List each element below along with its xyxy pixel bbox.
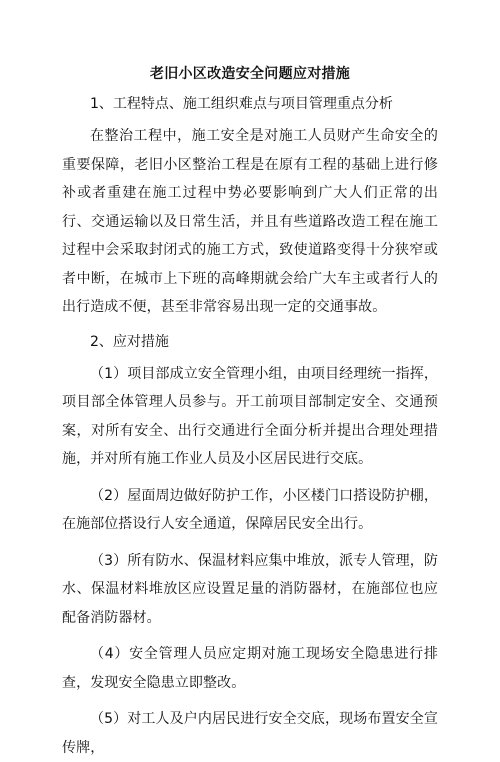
section-1-heading: 1、工程特点、施工组织难点与项目管理重点分析 (90, 96, 393, 112)
section-1-paragraph: 在整治工程中，施工安全是对施工人员财产生命安全的重要保障，老旧小区整治工程是在原有工程的基础上进行修补或者重建在施工过程中势必要影响到广大人们正常的出行、交通运输以及日常生活，并且有些道路改造工程在施工过程中会采取封闭式的施工方式，致使道路变得十分狭窄或者中断，在城市上下班的高峰期就会给广大车主或者行人的出行造成不便，甚至非常容易出现一定的交通事故。 (62, 128, 438, 315)
measure-3-paragraph: （3）所有防水、保温材料应集中堆放，派专人管理，防水、保温材料堆放区应设置足量的消防器材，在施部位也应配备消防器材。 (62, 552, 438, 626)
measure-4-paragraph: （4）安全管理人员应定期对施工现场安全隐患进行排查，发现安全隐患立即整改。 (62, 646, 438, 691)
measure-2-paragraph: （2）屋面周边做好防护工作，小区楼门口搭设防护棚，在施部位搭设行人安全通道，保障居民安全出行。 (62, 487, 438, 532)
document-title: 老旧小区改造安全问题应对措施 (149, 66, 351, 82)
measure-1-paragraph: （1）项目部成立安全管理小组，由项目经理统一指挥，项目部全体管理人员参与。开工前项目部制定安全、交通预案，对所有安全、出行交通进行全面分析并提出合理处理措施，并对所有施工作业人员及小区居民进行交底。 (62, 365, 438, 467)
measure-5-paragraph: （5）对工人及户内居民进行安全交底，现场布置安全宣传牌， (62, 711, 438, 756)
section-2-heading: 2、应对措施 (90, 333, 169, 350)
